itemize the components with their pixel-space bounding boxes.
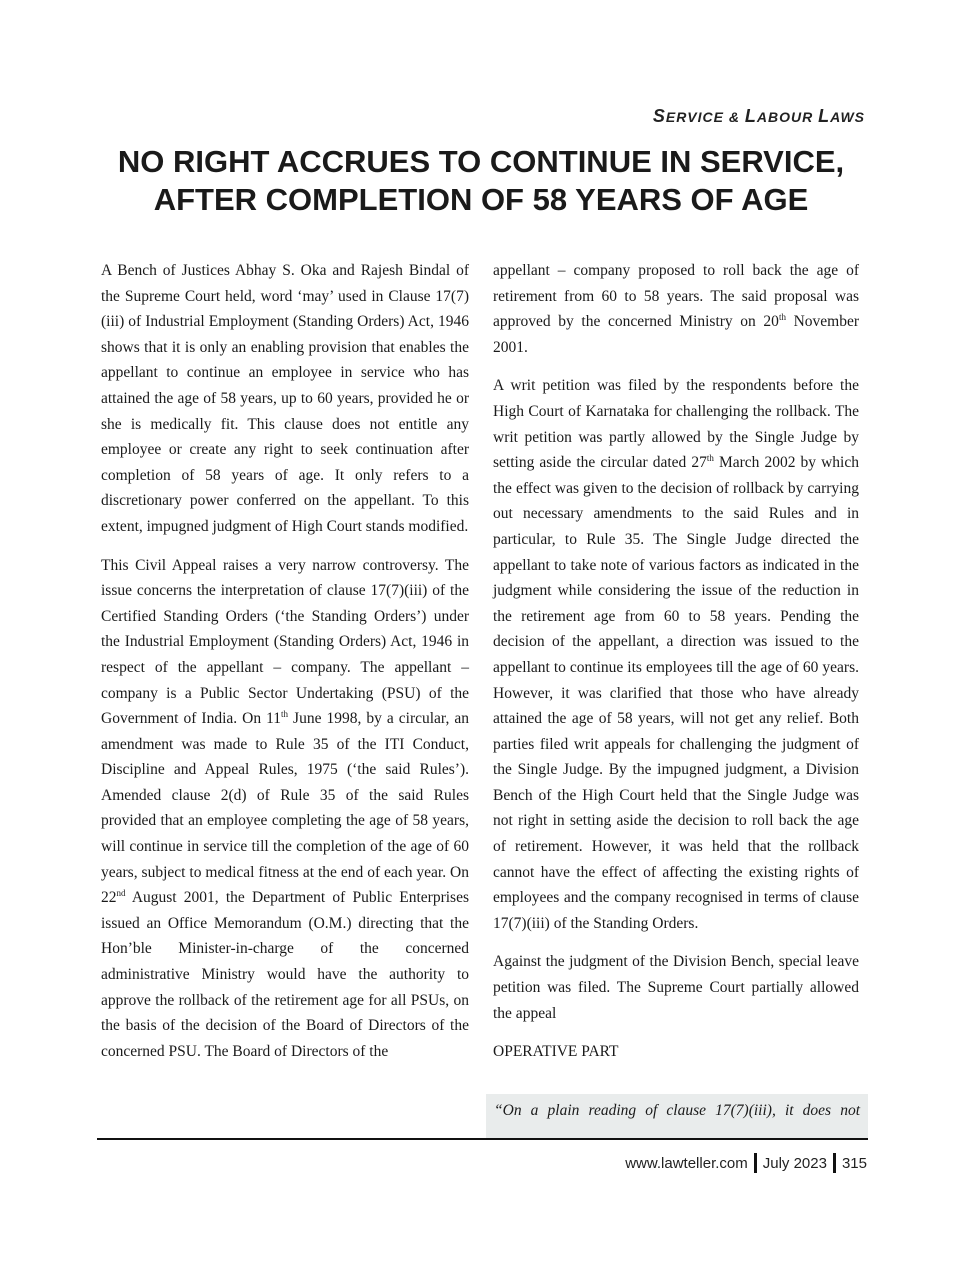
footer [625, 1153, 867, 1173]
website-link[interactable]: www.lawteller.com [625, 1154, 748, 1172]
right-column [493, 258, 859, 1068]
paragraph-facts: This Civil Appeal raises a very narrow controversy. The issue concerns the interpretation of clause 17(7)(iii) of the Certified Standing Orders (‘the Standing Orders’) under the Industrial Employment (Standing Orders) Act, 1946 in respect of the appellant – company. The appellant – company is a Public Sector Undertaking (PSU) of the Government of India. On 11th June 1998, by a circular, an amendment was made to Rule 35 of the ITI Conduct, Discipline and Appeal Rules, 1975 (‘the said Rules’). Amended clause 2(d) of Rule 35 of the said Rules provided that an employee completing the age of 58 years, will continue in service till the completion of the age of 60 years, subject to medical fitness at the end of each year. On 22nd August 2001, the Department of Public Enterprises issued an Office Memorandum (O.M.) directing that the Hon’ble Minister-in-charge of the concerned administrative Ministry would have the authority to approve the rollback of the retirement age for all PSUs, on the basis of the decision of the Board of Directors of the concerned PSU. The Board of Directors of the [101, 556, 469, 1060]
paragraph-appeal: Against the judgment of the Division Bench, special leave petition was filed. The Supreme Court partially allowed the appeal [493, 953, 859, 1022]
footer-divider [97, 1138, 868, 1140]
quote-text: “On a plain reading of clause 17(7)(iii), it does not [494, 1102, 860, 1119]
footer-separator [833, 1153, 836, 1173]
paragraph-proposal: appellant – company proposed to roll back the age of retirement from 60 to 58 years. The said proposal was approved by the concerned Ministry on 20th November 2001. [493, 262, 859, 356]
page-number: 315 [841, 1154, 867, 1172]
paragraph-writ-petition: A writ petition was filed by the respondents before the High Court of Karnataka for challenging the rollback. The writ petition was partly allowed by the Single Judge by setting aside the circular dated 27th March 2002 by which the effect was given to the decision of rollback by carrying out necessary amendments to the said Rules and in particular, to Rule 35. The Single Judge directed the appellant to take note of various factors as indicated in the judgment while considering the issue of the reduction in the retirement age from 60 to 58 years. Pending the decision of the appellant, a direction was issued to the appellant to continue its employees till the age of 60 years. However, it was clarified that those who have already attained the age of 58 years, will not get any relief. Both parties filed writ appeals for challenging the judgment of the Single Judge. By the impugned judgment, a Division Bench of the High Court held that the Single Judge was not right in setting aside the decision to roll back the age of retirement. However, it was held that the rollback cannot have the effect of affecting the existing rights of employees and the company recognised in terms of clause 17(7)(iii) of the Standing Orders. [493, 377, 859, 932]
left-column [101, 258, 469, 1077]
paragraph-summary: A Bench of Justices Abhay S. Oka and Rajesh Bindal of the Supreme Court held, word ‘may’ used in Clause 17(7)(iii) of Industrial Employment (Standing Orders) Act, 1946 shows that it is only an enabling provision that enables the appellant to continue an employee in service who has attained the age of 58 years, up to 60 years, provided he or she is medically fit. This clause does not entitle any employee or create any right to seek continuation after completion of 58 years of age. It only refers to a discretionary power conferred on the appellant. To this extent, impugned judgment of High Court stands modified. [101, 262, 469, 535]
section-label: SERVICE & LABOUR LAWS [652, 106, 865, 126]
article-title [96, 143, 866, 219]
operative-part-heading: OPERATIVE PART [493, 1043, 619, 1061]
title-line-2: AFTER COMPLETION OF 58 YEARS OF AGE [153, 182, 809, 217]
footer-separator [754, 1153, 757, 1173]
title-line-1: NO RIGHT ACCRUES TO CONTINUE IN SERVICE, [117, 144, 845, 179]
issue-date: July 2023 [762, 1154, 827, 1172]
